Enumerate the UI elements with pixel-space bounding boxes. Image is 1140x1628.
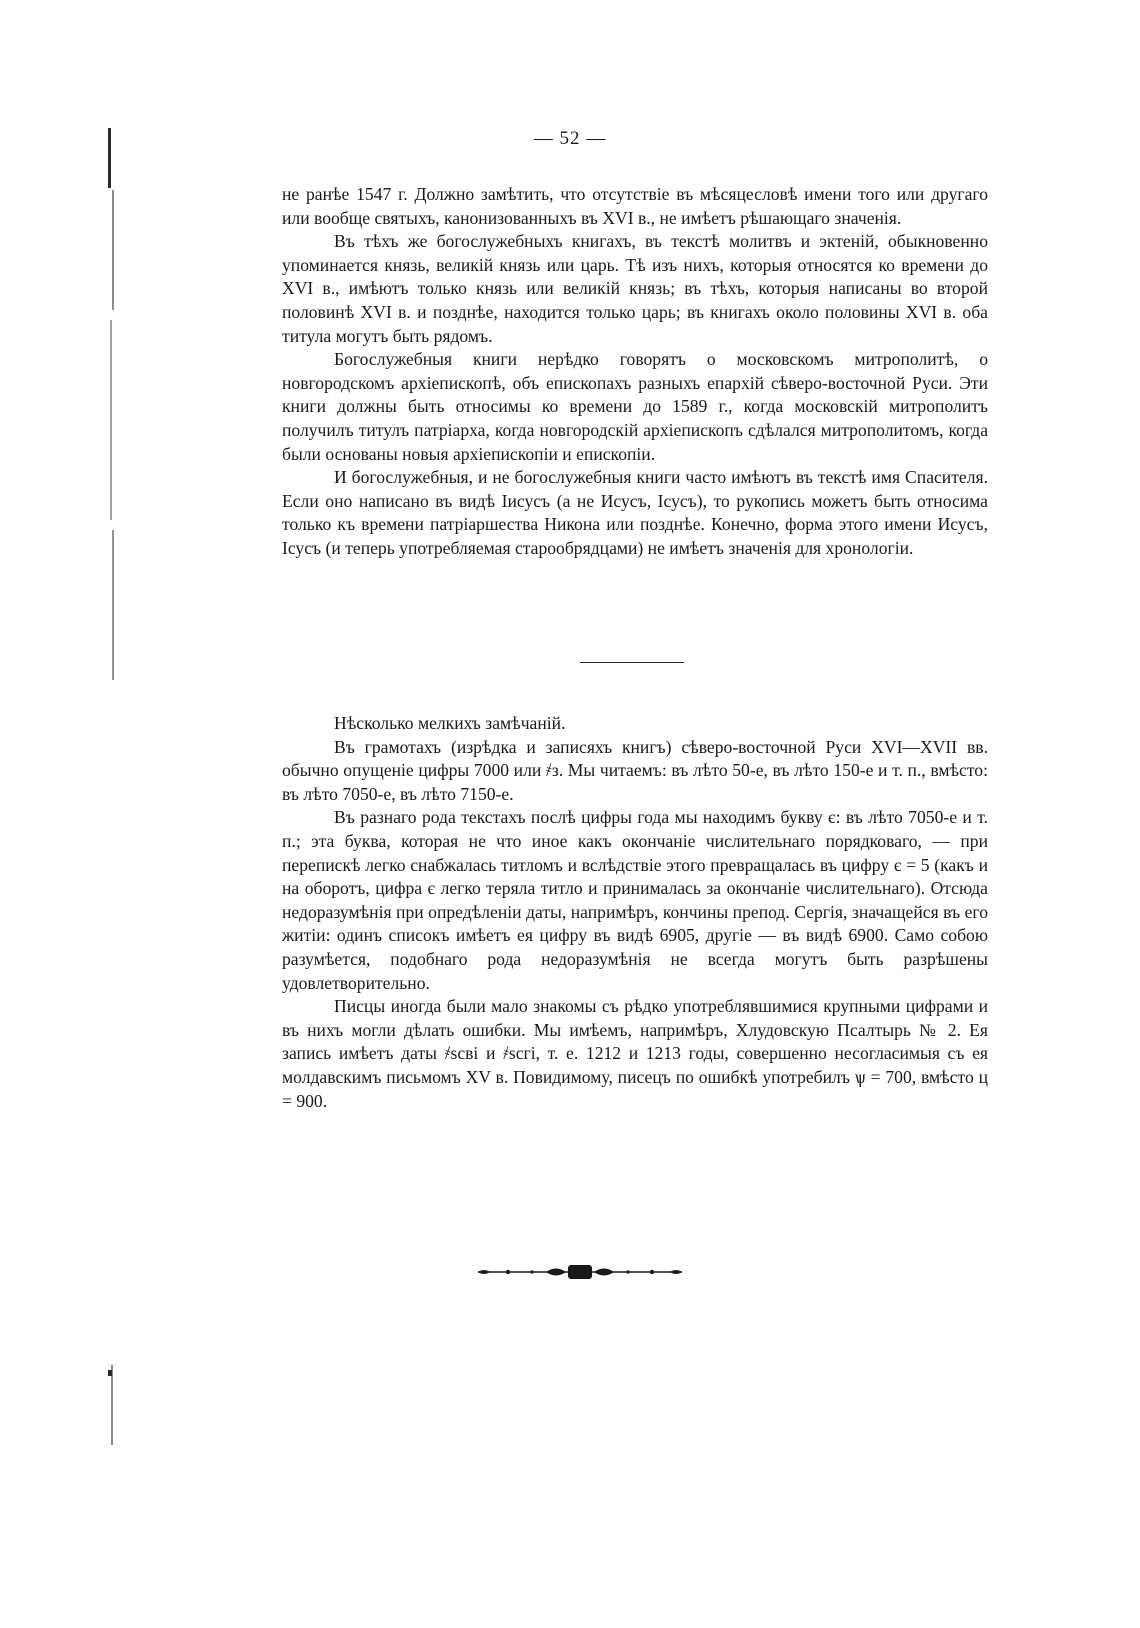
page-number: — 52 — <box>533 128 607 149</box>
paragraph: Писцы иногда были мало знакомы съ рѣдко употреблявшимися крупными цифрами и въ нихъ могли дѣлать ошибки. Мы имѣемъ, напримѣръ, Хлудовскую Псалтырь № 2. Ея запись имѣетъ даты ҂ѕсві и ҂ѕсгі, т. е. 1212 и 1213 годы, совершенно несогласимыя съ ея молдавскимъ письмомъ XV в. Повидимому, писецъ по ошибкѣ употребилъ ѱ = 700, вмѣсто ц = 900. <box>282 996 988 1111</box>
paragraph: Въ грамотахъ (изрѣдка и записяхъ книгъ) сѣверо-восточной Руси XVI—XVII вв. обычно опущеніе цифры 7000 или ҂з. Мы читаемъ: въ лѣто 50-е, въ лѣто 150-е и т. п., вмѣсто: въ лѣто 7050-е, въ лѣто 7150-е. <box>282 736 988 804</box>
scan-margin-mark <box>110 320 112 520</box>
paragraph: Въ тѣхъ же богослужебныхъ книгахъ, въ текстѣ молитвъ и эктеній, обыкновенно упоминается князь, великій князь или царь. Тѣ изъ нихъ, которыя относятся ко времени до XVI в., имѣютъ только князь или великій князь; въ тѣхъ, которыя написаны во второй половинѣ XVI в. и позднѣе, находится только царь; въ книгахъ около половины XVI в. оба титула могутъ быть рядомъ. <box>282 231 988 346</box>
scan-margin-mark <box>108 1370 112 1376</box>
paragraph: Богослужебныя книги нерѣдко говорятъ о московскомъ митрополитѣ, о новгородскомъ архіепископѣ, объ епископахъ разныхъ епархій сѣверо-восточной Руси. Эти книги должны быть относимы ко времени до 1589 г., когда московскій митрополитъ получилъ титулъ патріарха, когда новгородскій архіепископъ сдѣлался митрополитомъ, когда были основаны новыя архіепископіи и епископіи. <box>282 349 988 464</box>
paragraph: И богослужебныя, и не богослужебныя книги часто имѣютъ въ текстѣ имя Спасителя. Если оно написано въ видѣ Іисусъ (а не Исусъ, Ісусъ), то рукопись можетъ быть относима только къ времени патріаршества Никона или позднѣе. Конечно, форма этого имени Исусъ, Ісусъ (и теперь употребляемая старообрядцами) не имѣетъ значенія для хронологіи. <box>282 467 988 558</box>
scan-margin-mark <box>111 1365 113 1445</box>
section-2-text <box>282 712 988 1113</box>
paragraph: не ранѣе 1547 г. Должно замѣтить, что отсутствіе въ мѣсяцесловѣ имени того или другаго или вообще святыхъ, канонизованныхъ въ XVI в., не имѣетъ рѣшающаго значенія. <box>282 184 988 228</box>
section-1-text <box>282 183 988 561</box>
scan-margin-mark <box>108 128 111 188</box>
section-heading: Нѣсколько мелкихъ замѣчаній. <box>334 713 566 733</box>
scan-margin-mark <box>112 530 114 680</box>
scan-margin-mark <box>112 190 114 310</box>
paragraph: Въ разнаго рода текстахъ послѣ цифры года мы находимъ букву є: въ лѣто 7050-е и т. п.; эта буква, которая не что иное какъ окончаніе числительнаго порядковаго, — при перепискѣ легко снабжалась титломъ и вслѣдствіе этого превращалась въ цифру є = 5 (какъ и на оборотъ, цифра є легко теряла титло и принималась за окончаніе числительнаго). Отсюда недоразумѣнія при опредѣленіи даты, напримѣръ, кончины препод. Сергія, значащейся въ его житіи: одинъ списокъ имѣетъ ея цифру въ видѣ 6905, другіе — въ видѣ 6900. Само собою разумѣется, подобнаго рода недоразумѣнія не всегда могутъ быть разрѣшены удовлетворительно. <box>282 807 988 993</box>
end-ornament-icon <box>476 1262 684 1282</box>
section-divider <box>580 662 684 663</box>
